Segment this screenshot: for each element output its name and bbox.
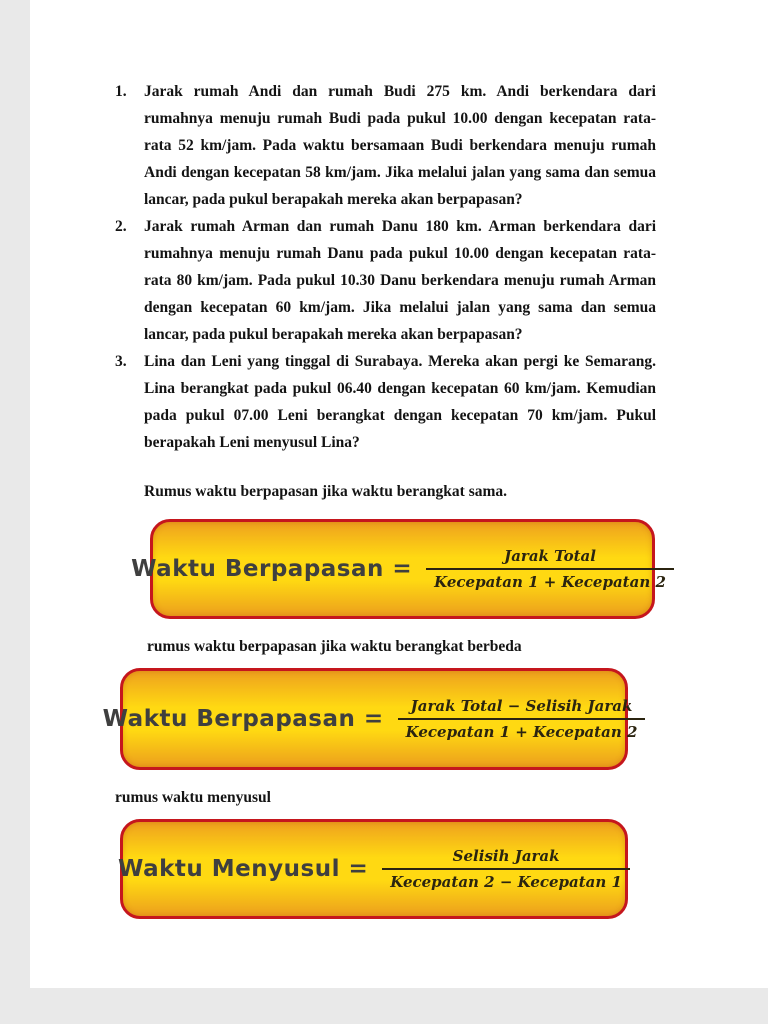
formula-box-berpapasan-sama bbox=[131, 519, 666, 619]
fraction-denominator: Kecepatan 2 − Kecepatan 1 bbox=[390, 873, 622, 891]
problem-text: Lina dan Leni yang tinggal di Surabaya. Mereka akan pergi ke Semarang. Lina berangkat pada pukul 06.40 dengan kecepatan 60 km/jam. Kemudian pada pukul 07.00 Leni berangkat dengan kecepatan 70 km/jam. Pukul berapakah Leni menyusul Lina? bbox=[144, 353, 656, 451]
formula-label: Waktu Berpapasan = bbox=[131, 556, 413, 582]
formula-box-menyusul bbox=[120, 819, 628, 919]
problem-number: 3. bbox=[115, 353, 127, 370]
formula-label: Waktu Menyusul = bbox=[118, 856, 369, 882]
caption-berpapasan-sama: Rumus waktu berpapasan jika waktu berangkat sama. bbox=[144, 483, 508, 500]
formula-fraction bbox=[398, 697, 646, 741]
problem-item-2 bbox=[115, 213, 656, 348]
fraction-numerator: Selisih Jarak bbox=[382, 847, 630, 870]
problem-item-3 bbox=[115, 348, 656, 456]
document-page bbox=[30, 0, 768, 988]
caption-berpapasan-berbeda: rumus waktu berpapasan jika waktu berangkat berbeda bbox=[147, 638, 522, 655]
page-content bbox=[30, 0, 768, 919]
fraction-numerator: Jarak Total bbox=[426, 547, 674, 570]
formula-box-berpapasan-berbeda bbox=[102, 668, 638, 770]
problem-number: 2. bbox=[115, 218, 127, 235]
formula-fraction bbox=[382, 847, 630, 891]
fraction-denominator: Kecepatan 1 + Kecepatan 2 bbox=[405, 723, 638, 741]
fraction-denominator: Kecepatan 1 + Kecepatan 2 bbox=[434, 573, 666, 591]
problem-text: Jarak rumah Andi dan rumah Budi 275 km. Andi berkendara dari rumahnya menuju rumah Budi pada pukul 10.00 dengan kecepatan rata-rata 52 km/jam. Pada waktu bersamaan Budi berkendara menuju rumah Andi dengan kecepatan 58 km/jam. Jika melalui jalan yang sama dan semua lancar, pada pukul berapakah mereka akan berpapasan? bbox=[144, 83, 656, 208]
problem-item-1 bbox=[115, 78, 656, 213]
fraction-numerator: Jarak Total − Selisih Jarak bbox=[398, 697, 646, 720]
caption-menyusul: rumus waktu menyusul bbox=[115, 789, 271, 806]
problem-text: Jarak rumah Arman dan rumah Danu 180 km. Arman berkendara dari rumahnya menuju rumah Danu pada pukul 10.00 dengan kecepatan rata-rata 80 km/jam. Pada pukul 10.30 Danu berkendara menuju rumah Arman dengan kecepatan 60 km/jam. Jika melalui jalan yang sama dan semua lancar, pada pukul berapakah mereka akan berpapasan? bbox=[144, 218, 656, 343]
formula-fraction bbox=[426, 547, 674, 591]
formula-label: Waktu Berpapasan = bbox=[102, 706, 384, 732]
problem-number: 1. bbox=[115, 83, 127, 100]
